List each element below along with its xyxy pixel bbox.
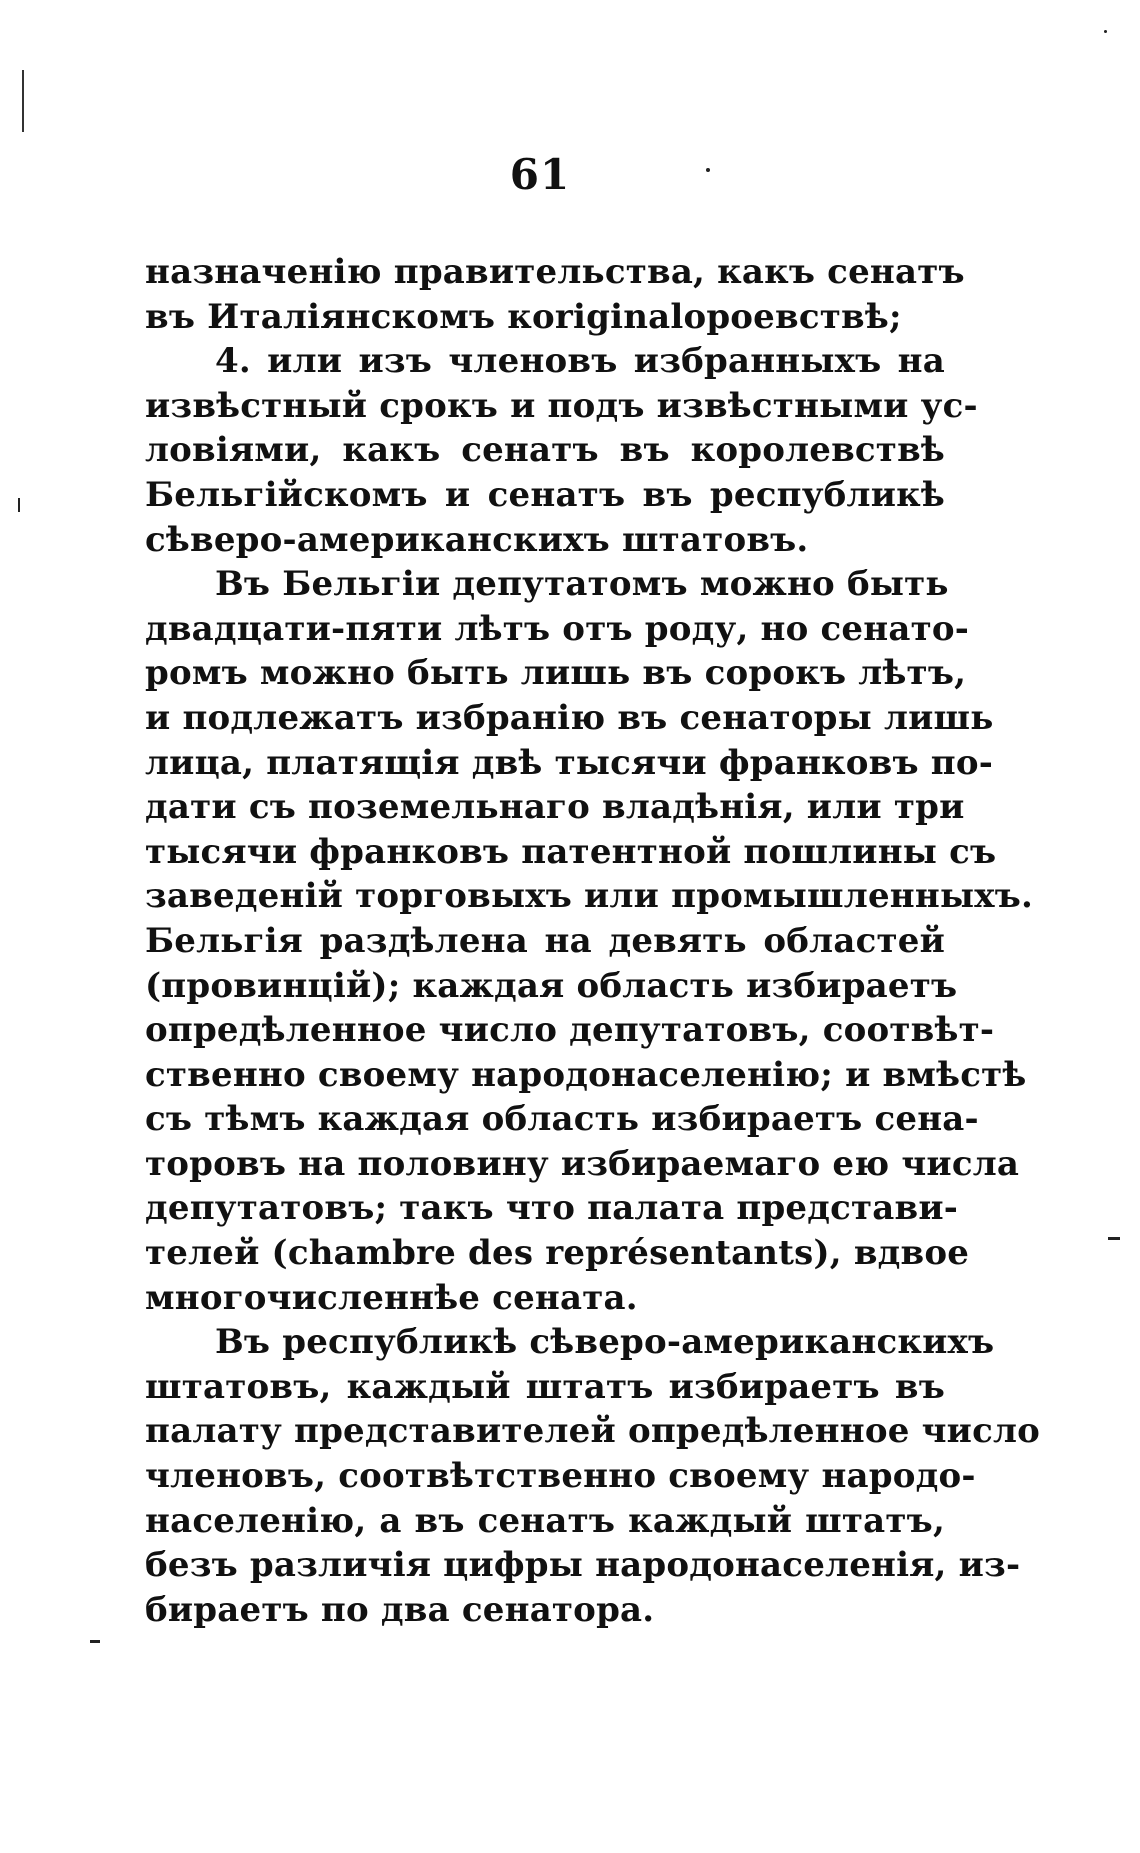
page-number: 61 [509, 150, 571, 199]
text-line: въ Италiянскомъ кoriginalороевствѣ; [145, 296, 902, 337]
text-line: опредѣленное число депутатовъ, соотвѣт- [145, 1010, 995, 1051]
scan-edge-line [22, 70, 24, 132]
text-line: съ тѣмъ каждая область избираетъ сена- [145, 1099, 979, 1140]
text-line: дати съ поземельнаго владѣнiя, или три [145, 787, 965, 828]
text-line: палату представителей опредѣленное число [145, 1411, 1041, 1452]
text-line: заведенiй торговыхъ или промышленныхъ. [145, 876, 1034, 917]
text-line: телей (chambre des représentants), вдвое [145, 1233, 970, 1274]
text-line: ромъ можно быть лишь въ сорокъ лѣтъ, [145, 653, 967, 694]
text-line: членовъ, соотвѣтственно своему народо- [145, 1456, 976, 1497]
text-line: бираетъ по два сенатора. [145, 1589, 655, 1630]
text-line: ственно своему народонаселенiю; и вмѣстѣ [145, 1054, 1027, 1095]
body-text [145, 250, 1041, 1632]
text-line: ловiями, какъ сенатъ въ королевствѣ [145, 430, 945, 471]
text-line: Бельгiя раздѣлена на девять областей [145, 920, 945, 961]
text-line: 4. или изъ членовъ избранныхъ на [215, 341, 945, 382]
text-line: и подлежатъ избранiю въ сенаторы лишь [145, 697, 994, 738]
text-line: Бельгiйскомъ и сенатъ въ республикѣ [145, 474, 945, 515]
text-line: сѣверо-американскихъ штатовъ. [145, 519, 809, 560]
scan-speck [1108, 1237, 1120, 1240]
scan-speck [1104, 30, 1107, 33]
text-line: штатовъ, каждый штатъ избираетъ въ [145, 1366, 945, 1407]
text-line: тысячи франковъ патентной пошлины съ [145, 831, 997, 872]
text-line: населенiю, а въ сенатъ каждый штатъ, [145, 1500, 945, 1541]
text-line: лица, платящiя двѣ тысячи франковъ по- [145, 742, 994, 783]
text-line: многочисленнѣе сената. [145, 1277, 638, 1318]
text-line: (провинцiй); каждая область избираетъ [145, 965, 958, 1006]
text-line: двадцати-пяти лѣтъ отъ роду, но сенато- [145, 608, 970, 649]
scan-speck [90, 1640, 100, 1643]
text-line: безъ различiя цифры народонаселенiя, из- [145, 1545, 1021, 1586]
text-line: Въ Бельгiи депутатомъ можно быть [215, 564, 949, 605]
scan-speck [18, 498, 20, 512]
text-line: извѣстный срокъ и подъ извѣстными ус- [145, 385, 978, 426]
text-line: Въ республикѣ сѣверо-американскихъ [215, 1322, 995, 1363]
text-line: торовъ на половину избираемаго ею числа [145, 1143, 1020, 1184]
text-line: назначенiю правительства, какъ сенатъ [145, 252, 965, 292]
text-line: депутатовъ; такъ что палата представи- [145, 1188, 959, 1229]
